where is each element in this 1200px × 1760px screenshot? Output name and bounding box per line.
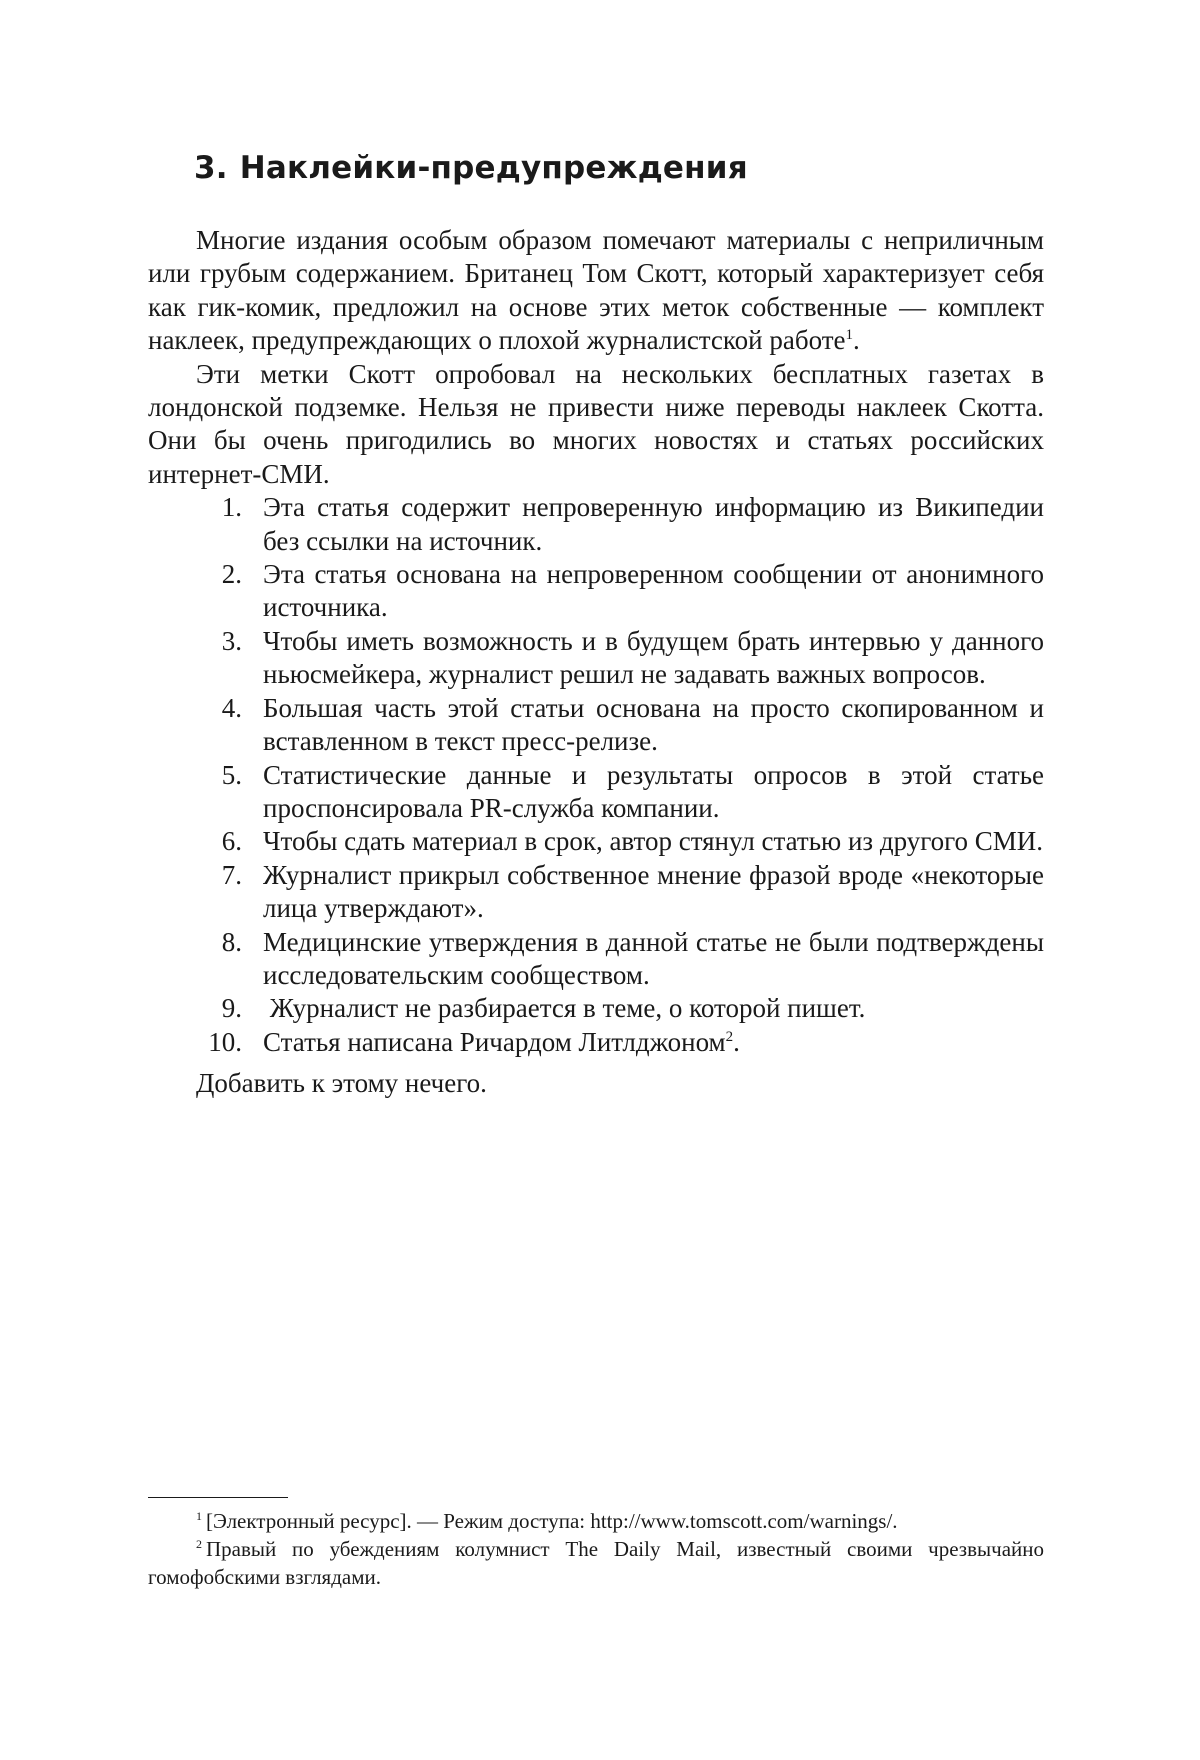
list-item-number: 5. xyxy=(221,759,242,790)
list-item xyxy=(148,992,1044,1025)
footnote-text-2: Правый по убеждениям колумнист The Daily Mail, известный своими чрезвычайно гомофобскими взглядами. xyxy=(148,1537,1044,1589)
list-item xyxy=(148,825,1044,858)
footnote-ref-2: 2 xyxy=(725,1028,734,1045)
list-item-text: Журналист прикрыл собственное мнение фразой вроде «некоторые лица утверждают». xyxy=(263,859,1044,924)
list-item-number: 4. xyxy=(221,692,242,723)
footnotes xyxy=(148,1507,1044,1591)
list-item-number: 2. xyxy=(221,559,242,590)
footnote-1 xyxy=(148,1507,1044,1535)
section-heading xyxy=(194,150,748,186)
list-item-text: Чтобы сдать материал в срок, автор стянул статью из другого СМИ. xyxy=(263,826,1044,857)
list-item-text: Чтобы иметь возможность и в будущем брать интервью у данного ньюсмейкера, журналист решил не задавать важных вопросов. xyxy=(263,625,1044,690)
list-item-text: Журналист не разбирается в теме, о которой пишет. xyxy=(263,993,866,1024)
list-item-number: 7. xyxy=(221,859,242,890)
list-item-number: 1. xyxy=(221,492,242,523)
footnote-text-1: [Электронный ресурс]. — Режим доступа: http://www.tomscott.com/warnings/. xyxy=(206,1509,898,1533)
paragraph-intro-tail: . xyxy=(853,325,860,356)
list-item-text: Статья написана Ричардом Литлджоном xyxy=(263,1026,726,1057)
paragraph-intro-text: Многие издания особым образом помечают материалы с неприличным или грубым содержанием. Британец Том Скотт, который характеризует себя как гик-комик, предложил на основе этих меток собственные — комплект наклеек, предупреждающих о плохой журналистской работе xyxy=(148,225,1044,356)
list-item xyxy=(148,625,1044,692)
list-item-text: Эта статья основана на непроверенном сообщении от анонимного источника. xyxy=(263,559,1044,623)
list-item xyxy=(148,558,1044,625)
section-title: Наклейки-предупреждения xyxy=(239,150,748,186)
list-item-text: Эта статья содержит непроверенную информацию из Википедии без ссылки на источник. xyxy=(263,492,1044,556)
list-item-number: 3. xyxy=(221,625,242,656)
list-item xyxy=(148,1026,1044,1059)
list-item xyxy=(148,759,1044,826)
list-item-number: 10. xyxy=(208,1026,242,1057)
book-page xyxy=(148,0,1044,1760)
list-item xyxy=(148,491,1044,558)
list-item xyxy=(148,692,1044,759)
list-item xyxy=(148,859,1044,926)
footnote-divider xyxy=(148,1497,288,1498)
footnote-ref-1: 1 xyxy=(845,327,854,344)
list-item-tail: . xyxy=(733,1026,740,1057)
list-item-text: Статистические данные и результаты опросов в этой статье проспонсировала PR-служба компании. xyxy=(263,759,1044,823)
paragraph-intro xyxy=(148,224,1044,358)
sticker-list xyxy=(148,491,1044,1059)
list-item-number: 9. xyxy=(221,993,242,1024)
list-item-text: Медицинские утверждения в данной статье не были подтверждены исследовательским сообществом. xyxy=(263,926,1044,990)
footnote-2 xyxy=(148,1535,1044,1591)
footnote-mark-1: 1 xyxy=(196,1509,202,1523)
list-item xyxy=(148,926,1044,993)
closing-sentence: Добавить к этому нечего. xyxy=(196,1068,487,1099)
list-item-number: 8. xyxy=(221,926,242,957)
paragraph-context: Эти метки Скотт опробовал на нескольких бесплатных газетах в лондонской подземке. Нельзя не привести ниже переводы наклеек Скотта. Они бы очень пригодились во многих новостях и статьях российских интернет-СМИ. xyxy=(148,358,1044,489)
list-item-text: Большая часть этой статьи основана на просто скопированном и вставленном в текст пресс-релизе. xyxy=(263,692,1044,757)
section-number: 3. xyxy=(194,150,228,186)
footnote-mark-2: 2 xyxy=(196,1537,202,1551)
body-text xyxy=(148,224,1044,1101)
list-item-number: 6. xyxy=(221,826,242,857)
